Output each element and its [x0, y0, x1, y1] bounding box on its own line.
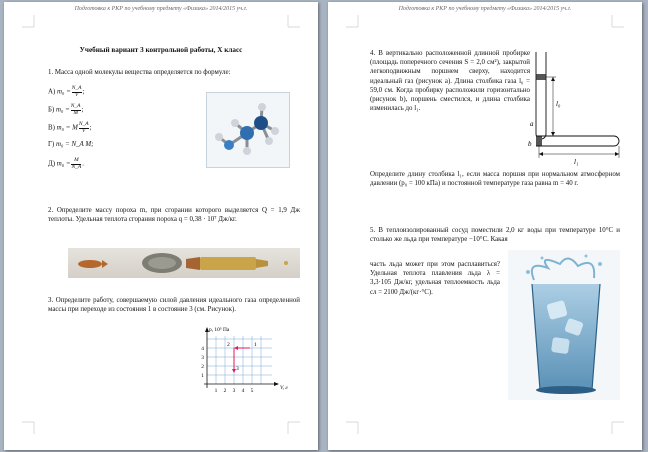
- q1-option: [48, 86, 84, 98]
- option-fraction: [72, 86, 82, 98]
- q1-option: [48, 122, 92, 134]
- point-label: 2: [227, 342, 230, 348]
- y-tick: 4: [201, 346, 204, 352]
- test-tube-figure: [528, 48, 628, 168]
- worksheet-title: Учебный вариант 3 контрольной работы, X класс: [79, 46, 243, 54]
- q1-text: 1. Масса одной молекулы вещества определяется по формуле:: [48, 69, 231, 76]
- fraction-numerator: M: [71, 158, 81, 165]
- label-a: a: [530, 120, 534, 128]
- option-formula: m₀ =: [57, 88, 71, 96]
- q5-text2: часть льда может при этом расплавиться? Удельная теплота плавления льда λ = 3,3·105 Дж/кг, удельная теплоемкость льда cл = 2100 Дж/(кг·°С).: [370, 261, 500, 296]
- fraction-numerator: N_A: [78, 121, 89, 127]
- option-formula: m₀ =: [55, 106, 70, 114]
- page-header: Подготовка к РКР по учебному предмету «Физика» 2014/2015 уч.г.: [398, 6, 572, 12]
- x-tick: 4: [241, 388, 245, 394]
- x-tick: 2: [223, 388, 227, 394]
- option-label: Б): [48, 106, 56, 114]
- y-tick: 3: [201, 355, 204, 361]
- fraction-numerator: N_A: [71, 85, 82, 91]
- q5-text1: 5. В теплоизолированный сосуд поместили 2,0 кг воды при температуре 10°С и столько же льда при температуре −10°С. Какая: [370, 227, 620, 244]
- x-tick: 5: [250, 388, 254, 394]
- fraction-numerator: N_A: [70, 103, 81, 109]
- page-left: [4, 2, 318, 450]
- q3-text: 3. Определите работу, совершаемую силой давления идеального газа определенной массы при переходе из состояния 1 в состояние 3 (см. Рисунок).: [48, 297, 300, 314]
- fraction-denominator: V: [74, 91, 79, 98]
- point-label: 3: [236, 366, 239, 372]
- graph-xlabel: V, л: [280, 385, 288, 391]
- graph-ylabel: p, 10⁵ Па: [209, 327, 230, 333]
- q1-option: [48, 104, 83, 116]
- option-suffix: ;: [89, 124, 92, 132]
- x-tick: 1: [214, 388, 218, 394]
- option-fraction: [71, 158, 81, 170]
- label-b: b: [528, 140, 532, 148]
- pv-graph: [194, 324, 304, 404]
- q1-option: [48, 158, 84, 170]
- fraction-denominator: V: [82, 127, 86, 134]
- option-fraction: [71, 104, 81, 116]
- option-label: Г): [48, 141, 57, 148]
- point-label: 1: [254, 342, 257, 348]
- q4-text2: Определите длину столбика l₁, если масса поршня при нормальном атмосферном давлении (p₀ = 100 кПа) и постоянной температуре газа равна m = 40 г.: [370, 171, 620, 188]
- option-suffix: ;: [81, 106, 84, 114]
- cartridge-image: [68, 248, 300, 278]
- q2-text: 2. Определите массу пороха m, при сгорании которого выделяется Q = 1,9 Дж теплоты. Удельная теплота сгорания пороха q = 0,38 · 10⁷ Дж/кг.: [48, 207, 300, 224]
- option-formula: m₀ = M: [56, 124, 78, 132]
- y-tick: 1: [201, 373, 204, 379]
- q1-option: [48, 140, 93, 149]
- fraction-denominator: M: [73, 109, 78, 116]
- option-suffix: ;: [82, 88, 85, 96]
- option-suffix: .: [82, 160, 84, 168]
- page-right: [328, 2, 642, 450]
- molecule-image: [206, 92, 290, 168]
- option-label: В): [48, 124, 57, 132]
- y-tick: 2: [201, 364, 204, 370]
- label-l0: l₀: [556, 100, 561, 108]
- option-formula: m₀ =: [56, 160, 71, 168]
- option-formula: m₀ = N_A M;: [56, 141, 94, 148]
- label-l1: l₁: [574, 158, 579, 166]
- q4-text: 4. В вертикально расположенной длинной пробирке (площадь поперечного сечения S = 2,0 см²), закрытой легкоподвижным поршнем сверху, находится идеальный газ (рисунок а). Длина столбика газа l₀ = 59,0 см. Когда пробирку расположили горизонтально (рисунок b), поршень сместился, и длина столбика изменилась до l₁.: [370, 50, 530, 113]
- page-header: Подготовка к РКР по учебному предмету «Физика» 2014/2015 уч.г.: [74, 6, 248, 12]
- option-label: А): [48, 88, 57, 96]
- glass-ice-image: [508, 250, 620, 400]
- option-label: Д): [48, 160, 57, 168]
- x-tick: 3: [232, 388, 236, 394]
- option-fraction: [79, 122, 89, 134]
- fraction-denominator: N_A: [71, 163, 82, 170]
